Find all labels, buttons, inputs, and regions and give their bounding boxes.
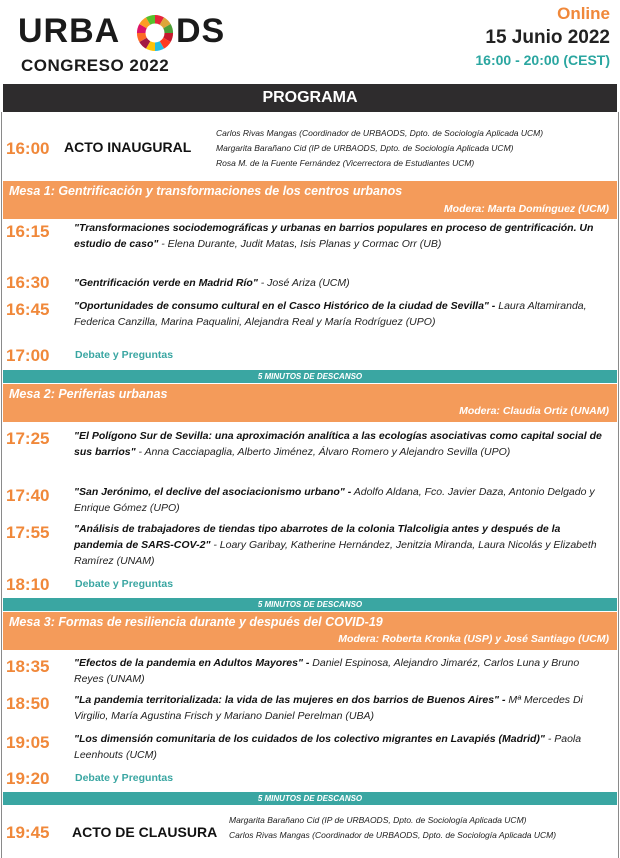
congress-subtitle: CONGRESO 2022 xyxy=(21,56,170,75)
talk-entry xyxy=(74,298,604,330)
talk-title: "Análisis de trabajadores de tiendas tipo abarrotes de la colonia Tlalcoligia antes y después de la pandemia de SARS-COV-2" xyxy=(74,523,561,551)
mesa-2-moderator: Modera: Claudia Ortiz (UNAM) xyxy=(459,405,609,417)
talk-authors: - José Ariza (UCM) xyxy=(257,277,350,289)
closing-time: 19:45 xyxy=(6,823,50,842)
talk-entry xyxy=(74,692,604,724)
talk-entry xyxy=(74,521,604,569)
talk-time: 16:15 xyxy=(6,222,50,241)
talk-time: 18:35 xyxy=(6,657,50,676)
opening-person: Margarita Barañano Cid (IP de URBAODS, Dpto. de Sociología Aplicada UCM) xyxy=(216,143,514,153)
opening-title: ACTO INAUGURAL xyxy=(64,139,192,155)
talk-entry xyxy=(74,428,604,460)
talk-title: "El Polígono Sur de Sevilla: una aproximación analítica a las ecologías asociativas como capital social de sus barrios" xyxy=(74,430,602,458)
opening-person: Carlos Rivas Mangas (Coordinador de URBAODS, Dpto. de Sociología Aplicada UCM) xyxy=(216,128,544,138)
talk-title: "Gentrificación verde en Madrid Río" xyxy=(74,277,258,289)
talk-authors: Mª Mercedes Di Virgilio, María Agustina Frisch y Mariano Daniel Perelman (UBA) xyxy=(74,694,583,722)
break-banner: 5 MINUTOS DE DESCANSO xyxy=(3,792,617,805)
talk-time: 17:25 xyxy=(6,429,50,448)
talk-title: "Oportunidades de consumo cultural en el Casco Histórico de la ciudad de Sevilla" - xyxy=(74,300,496,312)
talk-time: 18:50 xyxy=(6,694,50,713)
talk-authors: Adolfo Aldana, Fco. Javier Daza, Antonio Delgado y Enrique Gómez (UPO) xyxy=(74,486,595,514)
talk-title: "La pandemia territorializada: la vida de las mujeres en dos barrios de Buenos Aires" - xyxy=(74,694,506,706)
talk-entry xyxy=(74,731,604,763)
event-date: 15 Junio 2022 xyxy=(485,27,610,48)
event-mode: Online xyxy=(557,4,610,23)
mesa-1-title: Mesa 1: Gentrificación y transformaciones de los centros urbanos xyxy=(9,184,403,198)
sdg-wheel-icon xyxy=(136,14,174,52)
closing-people xyxy=(229,813,609,843)
mesa-3-moderator: Modera: Roberta Kronka (USP) y José Santiago (UCM) xyxy=(338,633,609,645)
talk-authors: - Loary Garibay, Katherine Hernández, Jenitzia Miranda, Laura Nicolás y Elizabeth Ramírez (UNAM) xyxy=(74,539,597,567)
mesa-2-header xyxy=(3,384,617,422)
break-banner: 5 MINUTOS DE DESCANSO xyxy=(3,370,617,383)
debate-label: Debate y Preguntas xyxy=(75,772,174,784)
talk-authors: - Paola Leenhouts (UCM) xyxy=(74,733,582,761)
mesa-3-header xyxy=(3,612,617,650)
talk-authors: - Elena Durante, Judit Matas, Isis Planas y Cormac Orr (UB) xyxy=(158,238,442,250)
mesa-1-moderator: Modera: Marta Domínguez (UCM) xyxy=(443,203,609,215)
closing-title: ACTO DE CLAUSURA xyxy=(72,824,218,840)
debate-time: 17:00 xyxy=(6,346,50,365)
congress-logo xyxy=(18,6,228,76)
mesa-1-header xyxy=(3,181,617,219)
talk-time: 16:45 xyxy=(6,300,50,319)
talk-title: "San Jerónimo, el declive del asociacionismo urbano" - xyxy=(74,486,352,498)
closing-person: Carlos Rivas Mangas (Coordinador de URBAODS, Dpto. de Sociología Aplicada UCM) xyxy=(229,830,557,840)
logo-text-right: DS xyxy=(176,12,226,50)
debate-label: Debate y Preguntas xyxy=(75,349,174,361)
mesa-2-title: Mesa 2: Periferias urbanas xyxy=(9,387,168,401)
talk-entry xyxy=(74,484,604,516)
logo-text-left: URBA xyxy=(18,12,121,50)
opening-people xyxy=(216,126,543,171)
talk-authors: Laura Altamiranda, Federica Canzilla, Marina Paqualini, Alejandra Real y María Rodríguez (UPO) xyxy=(74,300,587,328)
talk-time: 17:40 xyxy=(6,486,50,505)
talk-authors: - Anna Cacciapaglia, Alberto Jiménez, Álvaro Romero y Alejandro Sevilla (UPO) xyxy=(135,446,511,458)
break-banner: 5 MINUTOS DE DESCANSO xyxy=(3,598,617,611)
talk-time: 16:30 xyxy=(6,273,50,292)
opening-person: Rosa M. de la Fuente Fernández (Vicerrectora de Estudiantes UCM) xyxy=(216,158,475,168)
debate-time: 18:10 xyxy=(6,575,50,594)
talk-entry xyxy=(74,655,604,687)
debate-label: Debate y Preguntas xyxy=(75,578,174,590)
talk-entry xyxy=(74,275,604,291)
talk-title: "Los dimensión comunitaria de los cuidados de los colectivo migrantes en Lavapiés (Madrid)" xyxy=(74,733,545,745)
debate-time: 19:20 xyxy=(6,769,50,788)
event-time-range: 16:00 - 20:00 (CEST) xyxy=(475,52,610,68)
talk-time: 17:55 xyxy=(6,523,50,542)
opening-time: 16:00 xyxy=(6,139,50,158)
talk-authors: Daniel Espinosa, Alejandro Jimaréz, Carlos Luna y Bruno Reyes (UNAM) xyxy=(74,657,580,685)
programa-heading: PROGRAMA xyxy=(3,84,617,112)
talk-title: "Efectos de la pandemia en Adultos Mayores" - xyxy=(74,657,310,669)
talk-time: 19:05 xyxy=(6,733,50,752)
closing-person: Margarita Barañano Cid (IP de URBAODS, Dpto. de Sociología Aplicada UCM) xyxy=(229,815,527,825)
talk-title: "Transformaciones sociodemográficas y urbanas en barrios populares en proceso de gentrificación. Un estudio de caso" xyxy=(74,222,594,250)
talk-entry xyxy=(74,220,604,252)
mesa-3-title: Mesa 3: Formas de resiliencia durante y después del COVID-19 xyxy=(9,615,383,629)
